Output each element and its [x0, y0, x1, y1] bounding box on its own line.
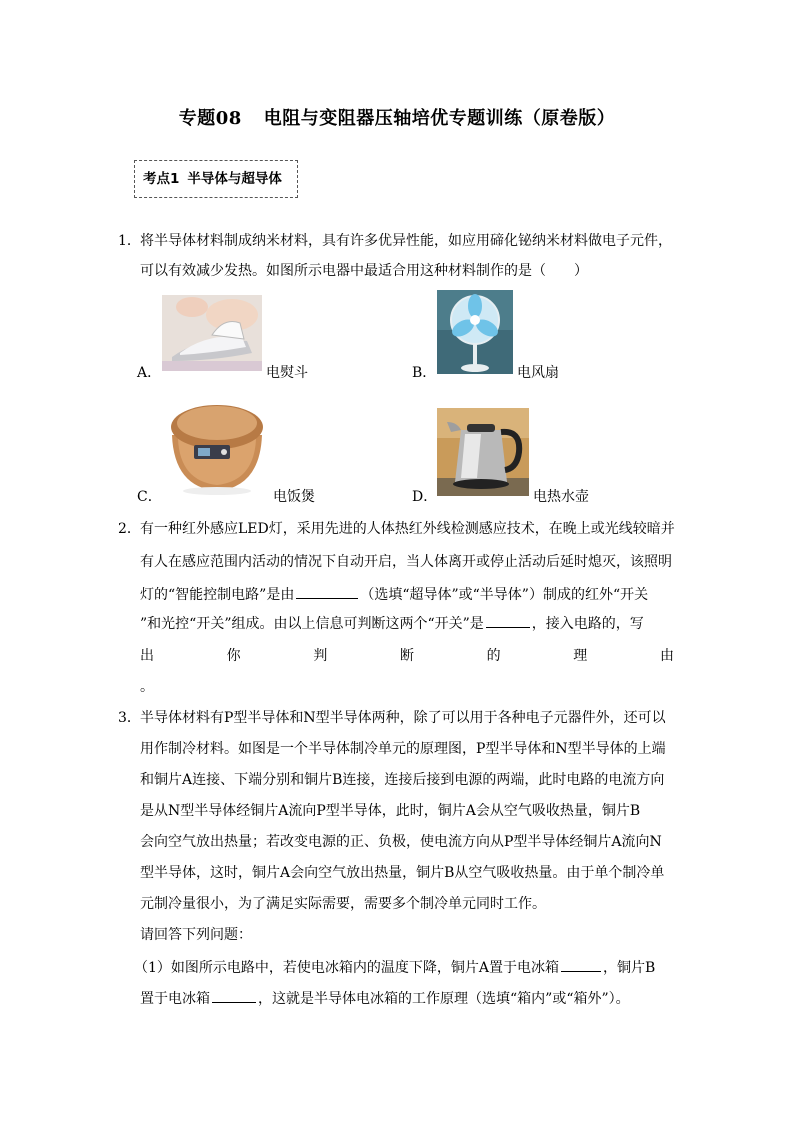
q3-line4: 是从N型半导体经铜片A流向P型半导体，此时，铜片A会从空气吸收热量，铜片B	[140, 803, 641, 819]
q1-line2: 可以有效减少发热。如图所示电器中最适合用这种材料制作的是（ ）	[140, 263, 588, 279]
q2-line1: 有一种红外感应LED灯，采用先进的人体热红外线检测感应技术，在晚上或光线较暗并	[140, 521, 675, 537]
q2-line4	[140, 613, 674, 633]
q1-option-a-label: 电熨斗	[266, 365, 308, 381]
topic-text: 半导体与超导体	[187, 171, 282, 187]
q3-sub1-part1: （1）如图所示电路中，若使电冰箱内的温度下降，铜片A置于电冰箱	[134, 960, 560, 976]
q1-option-b-letter: B．	[412, 365, 437, 381]
page-title	[0, 104, 794, 130]
q3-line2: 用作制冷材料。如图是一个半导体制冷单元的原理图，P型半导体和N型半导体的上端	[140, 741, 666, 757]
rice-cooker-icon	[164, 395, 270, 499]
q1-option-a-letter: A．	[137, 365, 162, 381]
iron-image	[162, 295, 262, 371]
q3-line6: 型半导体，这时，铜片A会向空气放出热量，铜片B从空气吸收热量。由于单个制冷单	[140, 865, 665, 881]
q3-blank-1[interactable]	[561, 957, 601, 972]
q2-line5-char: 出	[140, 648, 154, 664]
q1-option-d-label: 电热水壶	[533, 489, 589, 505]
topic-box	[134, 160, 298, 198]
kettle-icon	[437, 408, 529, 496]
q1-option-d-letter: D．	[412, 489, 438, 505]
q2-line2: 有人在感应范围内活动的情况下自动开启，当人体离开或停止活动后延时熄灭，该照明	[140, 554, 672, 570]
iron-icon	[162, 295, 262, 371]
q1-option-c-letter: C．	[137, 489, 162, 505]
fan-image	[437, 290, 513, 374]
q3-sub1-part3: 置于电冰箱	[140, 991, 210, 1007]
q3-line7: 元制冷量很小，为了满足实际需要，需要多个制冷单元同时工作。	[140, 896, 546, 912]
q1-option-c-label: 电饭煲	[273, 489, 315, 505]
kettle-image	[437, 408, 529, 496]
q2-line5	[140, 645, 674, 665]
q3-line5: 会向空气放出热量；若改变电源的正、负极，使电流方向从P型半导体经铜片A流向N	[140, 834, 662, 850]
q3-sub1-line1	[134, 957, 668, 977]
q2-line6: 。	[140, 679, 154, 695]
q1-line1: 将半导体材料制成纳米材料，具有许多优异性能，如应用碲化铋纳米材料做电子元件，	[140, 233, 672, 249]
q2-line5-char: 你	[226, 648, 241, 664]
q2-line3	[140, 584, 674, 604]
q3-sub1-part2: ，铜片B	[603, 960, 656, 976]
q3-line1: 半导体材料有P型半导体和N型半导体两种，除了可以用于各种电子元器件外，还可以	[140, 710, 666, 726]
q2-line5-char: 判	[313, 648, 328, 664]
q3-sub1-line2	[140, 988, 674, 1008]
q1-number: 1．	[118, 233, 141, 249]
topic-label: 考点1	[143, 171, 180, 187]
q2-line5-char: 的	[486, 648, 501, 664]
q1-option-b-label: 电风扇	[517, 365, 559, 381]
q2-blank-1[interactable]	[296, 584, 358, 599]
q2-line4-part2: ，接入电路的，写	[531, 616, 644, 632]
q2-line3-part1: 灯的“智能控制电路”是由	[140, 587, 295, 603]
q2-line5-char: 断	[399, 648, 414, 664]
q2-line3-part2: （选填“超导体”或“半导体”）制成的红外“开关	[360, 587, 649, 603]
rice-cooker-image	[164, 395, 270, 499]
q2-number: 2．	[118, 521, 141, 537]
q3-blank-2[interactable]	[212, 988, 256, 1003]
title-number: 专题08	[178, 108, 242, 129]
q2-line5-char: 由	[659, 648, 674, 664]
q3-line8: 请回答下列问题：	[140, 927, 252, 943]
fan-icon	[437, 290, 513, 374]
q2-line5-char: 理	[573, 648, 588, 664]
title-text: 电阻与变阻器压轴培优专题训练（原卷版）	[263, 108, 616, 129]
q3-number: 3．	[118, 710, 141, 726]
q3-sub1-part4: ，这就是半导体电冰箱的工作原理（选填“箱内”或“箱外”）。	[258, 991, 630, 1007]
q2-line4-part1: ”和光控“开关”组成。由以上信息可判断这两个“开关”是	[140, 616, 484, 632]
q3-line3: 和铜片A连接、下端分别和铜片B连接，连接后接到电源的两端，此时电路的电流方向	[140, 772, 665, 788]
q2-blank-2[interactable]	[486, 613, 530, 628]
